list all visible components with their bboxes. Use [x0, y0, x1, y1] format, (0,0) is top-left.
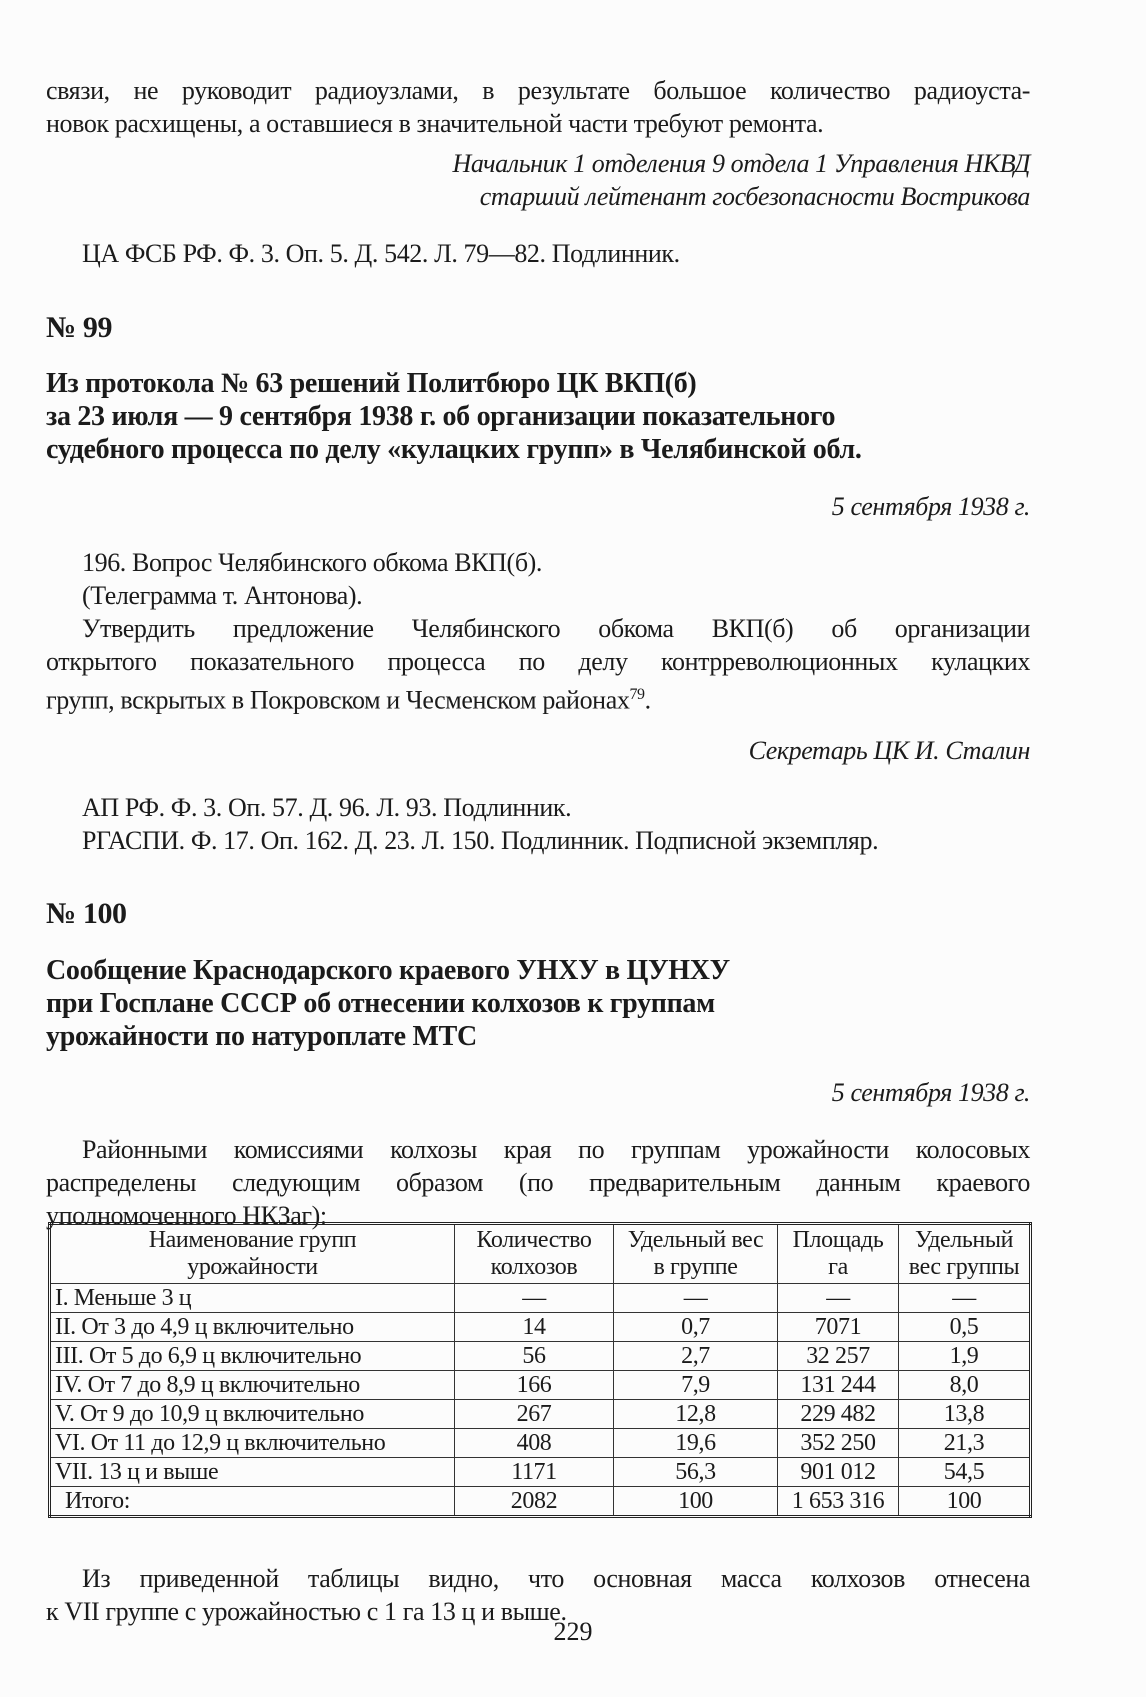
archive-source: ЦА ФСБ РФ. Ф. 3. Оп. 5. Д. 542. Л. 79—82. Подлинник.	[82, 239, 680, 268]
column-header: Наименование групп урожайности	[50, 1224, 455, 1284]
yield-groups-table	[48, 1222, 1032, 1518]
document-title-line: урожайности по натуроплате МТС	[46, 1021, 477, 1052]
archive-source: АП РФ. Ф. 3. Оп. 57. Д. 96. Л. 93. Подлинник.	[82, 793, 572, 822]
table-cell: 352 250	[778, 1429, 899, 1458]
table-cell: 54,5	[899, 1458, 1031, 1487]
document-title-line: при Госплане СССР об отнесении колхозов к группам	[46, 988, 715, 1019]
table-cell: 8,0	[899, 1371, 1031, 1400]
table-header-row	[50, 1224, 1031, 1284]
signature-line: Секретарь ЦК И. Сталин	[748, 736, 1030, 765]
table-cell: 229 482	[778, 1400, 899, 1429]
column-header: Удельный вес в группе	[614, 1224, 778, 1284]
table-cell: 56,3	[614, 1458, 778, 1487]
body-text-line: связи, не руководит радиоузлами, в результате большое количество радиоуста-	[46, 76, 1030, 105]
signature-line: старший лейтенант госбезопасности Вострикова	[479, 182, 1030, 211]
table-cell: 267	[455, 1400, 614, 1429]
body-text-line: (Телеграмма т. Антонова).	[82, 581, 363, 610]
row-label: III. От 5 до 6,9 ц включительно	[50, 1342, 455, 1371]
row-label: VI. От 11 до 12,9 ц включительно	[50, 1429, 455, 1458]
document-date: 5 сентября 1938 г.	[831, 492, 1030, 521]
table-cell: —	[899, 1284, 1031, 1313]
document-date: 5 сентября 1938 г.	[831, 1078, 1030, 1107]
table-cell: 901 012	[778, 1458, 899, 1487]
body-text-line: новок расхищены, а оставшиеся в значительной части требуют ремонта.	[46, 109, 824, 138]
column-header: Количество колхозов	[455, 1224, 614, 1284]
column-header: Удельный вес группы	[899, 1224, 1031, 1284]
row-label: Итого:	[50, 1487, 455, 1517]
body-text-line: уполномоченного НКЗаг):	[46, 1201, 327, 1230]
body-text-line: к VII группе с урожайностью с 1 га 13 ц и выше.	[46, 1597, 567, 1626]
document-title-line: за 23 июля — 9 сентября 1938 г. об организации показательного	[46, 401, 836, 432]
table-row	[50, 1284, 1031, 1313]
table-cell: 1171	[455, 1458, 614, 1487]
table-cell: 56	[455, 1342, 614, 1371]
table-row	[50, 1429, 1031, 1458]
table-cell: 14	[455, 1313, 614, 1342]
table-cell: 408	[455, 1429, 614, 1458]
body-text-line: групп, вскрытых в Покровском и Чесменском районах$^{79}$.	[46, 685, 651, 715]
table-cell: 1,9	[899, 1342, 1031, 1371]
document-number: № 100	[46, 897, 127, 930]
table-row	[50, 1371, 1031, 1400]
body-text-line: Районными комиссиями колхозы края по группам урожайности колосовых	[82, 1135, 1030, 1164]
row-label: IV. От 7 до 8,9 ц включительно	[50, 1371, 455, 1400]
table-total-row	[50, 1487, 1031, 1517]
table-cell: 12,8	[614, 1400, 778, 1429]
body-text-line: распределены следующим образом (по предварительным данным краевого	[46, 1168, 1030, 1197]
table-cell: 2,7	[614, 1342, 778, 1371]
body-text-line: Утвердить предложение Челябинского обкома ВКП(б) об организации	[82, 614, 1030, 643]
document-title-line: Из протокола № 63 решений Политбюро ЦК ВКП(б)	[46, 368, 697, 399]
table-cell: —	[455, 1284, 614, 1313]
signature-line: Начальник 1 отделения 9 отдела 1 Управления НКВД	[452, 149, 1030, 178]
table-cell: 2082	[455, 1487, 614, 1517]
table-cell: 21,3	[899, 1429, 1031, 1458]
table-row	[50, 1400, 1031, 1429]
row-label: II. От 3 до 4,9 ц включительно	[50, 1313, 455, 1342]
body-text-line: 196. Вопрос Челябинского обкома ВКП(б).	[82, 548, 543, 577]
table-cell: 0,5	[899, 1313, 1031, 1342]
table-cell: 7071	[778, 1313, 899, 1342]
table-cell: 100	[899, 1487, 1031, 1517]
table-cell: 7,9	[614, 1371, 778, 1400]
table-cell: —	[614, 1284, 778, 1313]
document-title-line: Сообщение Краснодарского краевого УНХУ в ЦУНХУ	[46, 955, 730, 986]
table-cell: 131 244	[778, 1371, 899, 1400]
body-text-line: открытого показательного процесса по делу контрреволюционных кулацких	[46, 647, 1030, 676]
row-label: I. Меньше 3 ц	[50, 1284, 455, 1313]
page-number: 229	[553, 1617, 593, 1646]
table-cell: —	[778, 1284, 899, 1313]
column-header: Площадь га	[778, 1224, 899, 1284]
table-cell: 32 257	[778, 1342, 899, 1371]
table-row	[50, 1342, 1031, 1371]
table-cell: 166	[455, 1371, 614, 1400]
table-cell: 13,8	[899, 1400, 1031, 1429]
table-row	[50, 1313, 1031, 1342]
table-row	[50, 1458, 1031, 1487]
table-cell: 0,7	[614, 1313, 778, 1342]
table-cell: 19,6	[614, 1429, 778, 1458]
document-number: № 99	[46, 311, 113, 344]
row-label: V. От 9 до 10,9 ц включительно	[50, 1400, 455, 1429]
table-cell: 1 653 316	[778, 1487, 899, 1517]
archive-source: РГАСПИ. Ф. 17. Оп. 162. Д. 23. Л. 150. Подлинник. Подписной экземпляр.	[82, 826, 879, 855]
document-title-line: судебного процесса по делу «кулацких групп» в Челябинской обл.	[46, 434, 862, 465]
row-label: VII. 13 ц и выше	[50, 1458, 455, 1487]
body-text: групп, вскрытых в Покровском и Чесменском районах	[46, 685, 630, 715]
body-text-line: Из приведенной таблицы видно, что основная масса колхозов отнесена	[82, 1564, 1030, 1593]
footnote-ref: 79	[629, 686, 645, 703]
table-cell: 100	[614, 1487, 778, 1517]
